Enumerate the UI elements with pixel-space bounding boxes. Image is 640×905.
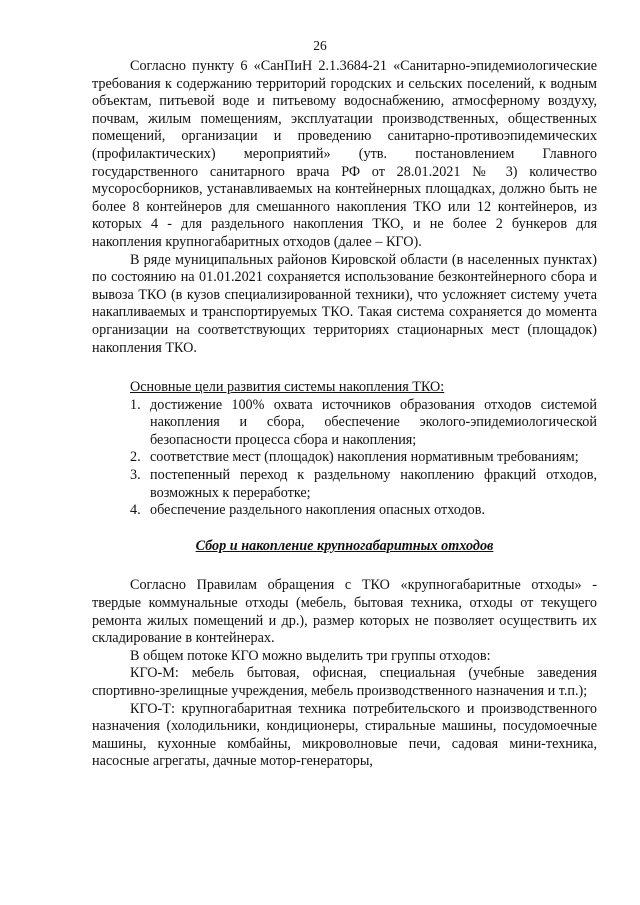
paragraph-kirov-region: В ряде муниципальных районов Кировской области (в населенных пунктах) по состоянию на 01.01.2021 сохраняется использование безконтейнерного сбора и вывоза ТКО (в кузов специализированной техники), что усложняет систему учета накапливаемых и транспортируемых ТКО. Такая система сохраняется до момента организации на соответствующих территориях стационарных мест (площадок) накопления ТКО. xyxy=(92,251,597,356)
paragraph-kgo-m: КГО-М: мебель бытовая, офисная, специальная (учебные заведения спортивно-зрелищные учреждения, мебель производственного назначения и т.п.); xyxy=(92,665,597,699)
list-item xyxy=(92,467,597,502)
list-item-number: 2. xyxy=(130,449,141,466)
paragraph-kgo-groups-intro: В общем потоке КГО можно выделить три группы отходов: xyxy=(130,647,491,664)
paragraph-kgo-definition: Согласно Правилам обращения с ТКО «крупногабаритные отходы» - твердые коммунальные отходы (мебель, бытовая техника, отходы от текущего ремонта жилых помещений и др.), размер которых не позволяет осуществить их складирование в контейнерах. xyxy=(92,577,597,647)
page-number: 26 xyxy=(313,38,327,53)
paragraph-kgo-t: КГО-Т: крупногабаритная техника потребительского и производственного назначения (холодильники, кондиционеры, стиральные машины, посудомоечные машины, кухонные комбайны, микроволновые печи, садовая мини-техника, насосные агрегаты, дачные мотор-генераторы, xyxy=(92,700,597,770)
goals-title: Основные цели развития системы накопления ТКО: xyxy=(130,379,445,396)
document-body xyxy=(92,58,597,771)
list-item xyxy=(92,397,597,450)
list-item-text: достижение 100% охвата источников образования отходов системой накопления и сбора, обеспечение эколого-эпидемиологической безопасности процесса сбора и накопления; xyxy=(150,396,597,448)
list-item-number: 4. xyxy=(130,502,141,519)
list-item-text: соответствие мест (площадок) накопления нормативным требованиям; xyxy=(150,449,579,466)
list-item-text: постепенный переход к раздельному накоплению фракций отходов, возможных к переработке; xyxy=(150,467,597,501)
paragraph-sanpin: Согласно пункту 6 «СанПиН 2.1.3684-21 «Санитарно-эпидемиологические требования к содержанию территорий городских и сельских поселений, к водным объектам, питьевой воде и питьевому водоснабжению, атмосферному воздуху, почвам, жилым помещениям, эксплуатации производственных, общественных помещений, организации и проведению санитарно-противоэпидемических (профилактических) мероприятий» (утв. постановлением Главного государственного санитарного врача РФ от 28.01.2021 № 3) количество мусоросборников, устанавливаемых на контейнерных площадках, должно быть не более 8 контейнеров для смешанного накопления ТКО или 12 контейнеров, из которых 4 - для раздельного накопления ТКО, и не более 2 бункеров для накопления крупногабаритных отходов (далее – КГО). xyxy=(92,58,597,250)
section-heading: Сбор и накопление крупногабаритных отходов xyxy=(195,537,494,554)
list-item-text: обеспечение раздельного накопления опасных отходов. xyxy=(150,502,485,519)
list-item-number: 1. xyxy=(130,396,141,413)
list-item-number: 3. xyxy=(130,467,141,484)
list-item xyxy=(92,449,597,467)
list-item xyxy=(92,502,597,520)
goals-list xyxy=(92,397,597,520)
